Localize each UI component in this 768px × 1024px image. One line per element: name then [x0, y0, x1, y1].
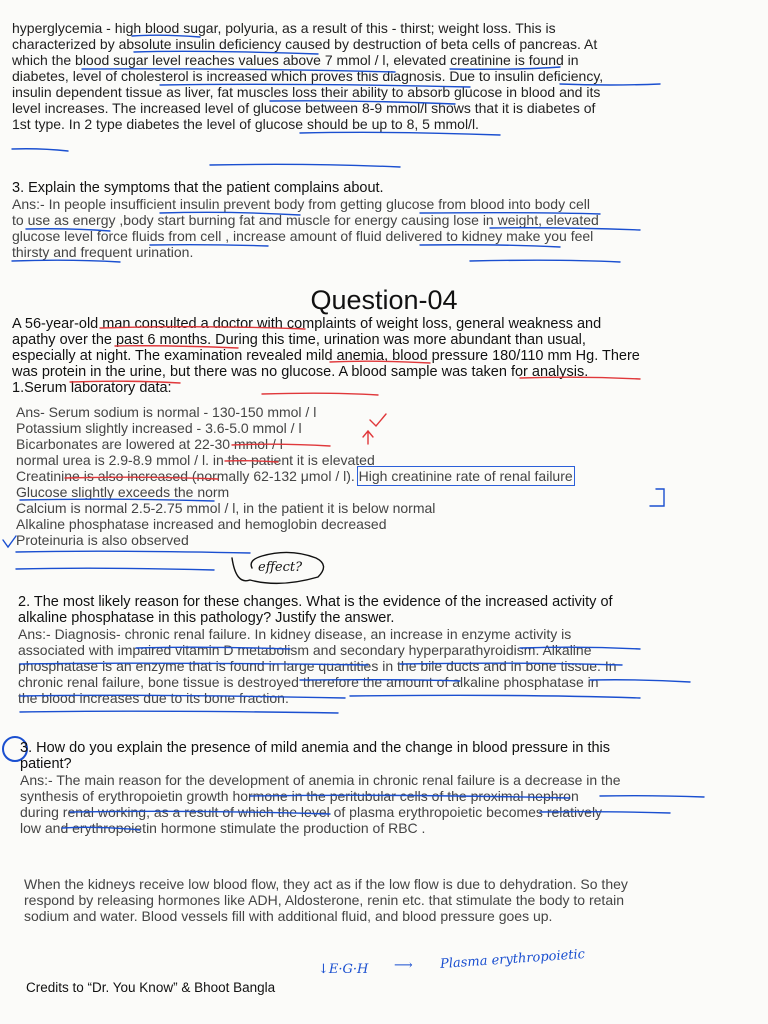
underline-mark [470, 260, 620, 262]
lab-line: Glucose slightly exceeds the norm [16, 484, 230, 500]
underline-mark [20, 711, 338, 713]
lab-line: Proteinuria is also observed [16, 532, 189, 548]
lab-data [16, 404, 716, 548]
case-description [12, 316, 712, 396]
text-line: characterized by absolute insulin deficiency caused by destruction of beta cells of pancreas. At [12, 36, 598, 52]
underline-mark [16, 568, 214, 570]
case-line: was protein in the urine, but there was no glucose. A blood sample was taken for analysis. [12, 364, 589, 380]
question-heading: patient? [20, 756, 72, 772]
lab-line: Calcium is normal 2.5-2.75 mmol / l, in the patient it is below normal [16, 500, 436, 516]
lab-line: Ans- Serum sodium is normal - 130-150 mmol / l [16, 404, 317, 420]
answer-line: thirsty and frequent urination. [12, 244, 194, 260]
handwritten-effect: effect? [258, 560, 303, 575]
handwritten-egh: ↓E·G·H [318, 962, 369, 977]
answer-line: Ans:- The main reason for the development of anemia in chronic renal failure is a decrease in the [20, 772, 621, 788]
lab-line: normal urea is 2.9-8.9 mmol / l. in the patient it is elevated [16, 452, 375, 468]
credits-line: Credits to “Dr. You Know” & Bhoot Bangla [26, 980, 276, 995]
q3a-section [12, 180, 712, 260]
underline-mark [12, 149, 68, 151]
answer-line: to use as energy ,body start burning fat and muscle for energy causing lose in weight, elevated [12, 212, 599, 228]
lab-line: Potassium slightly increased - 3.6-5.0 mmol / l [16, 420, 302, 436]
text-line: hyperglycemia - high blood sugar, polyuria, as a result of this - thirst; weight loss. This is [12, 20, 556, 36]
lab-line: Alkaline phosphatase increased and hemoglobin decreased [16, 516, 387, 532]
page-title: Question-04 [310, 285, 458, 315]
lab-line: Bicarbonates are lowered at 22-30 mmol / l [16, 436, 283, 452]
handwritten-plasma: Plasma erythropoietic [439, 946, 586, 973]
blood-pressure-paragraph [24, 876, 724, 924]
answer-line: chronic renal failure, bone tissue is destroyed therefore the amount of alkaline phosphatase in [18, 674, 599, 690]
text-line: diabetes, level of cholesterol is increased which proves this diagnosis. Due to insulin deficiency, [12, 68, 604, 84]
question-heading: alkaline phosphatase in this pathology? Justify the answer. [18, 610, 395, 626]
underline-mark [210, 164, 400, 167]
underline-mark [12, 260, 120, 262]
q3b-section [20, 740, 720, 836]
answer-line: Ans:- Diagnosis- chronic renal failure. In kidney disease, an increase in enzyme activity is [18, 626, 572, 642]
creatinine-text: Creatinine is also increased (normally 62-132 μmol / l). [16, 468, 355, 484]
answer-line: the blood increases due to its bone fraction. [18, 690, 289, 706]
answer-line: during renal working, as a result of which the level of plasma erythropoietic becomes relatively [20, 804, 603, 820]
answer-line: synthesis of erythropoietin growth hormone in the peritubular cells of the proximal nephron [20, 788, 579, 804]
text-line: respond by releasing hormones like ADH, Aldosterone, renin etc. that stimulate the body to retain [24, 892, 625, 908]
question-heading: 3. How do you explain the presence of mild anemia and the change in blood pressure in this [20, 740, 611, 756]
case-line: 1.Serum laboratory data: [12, 380, 172, 396]
case-line: A 56-year-old man consulted a doctor with complaints of weight loss, general weakness and [12, 316, 602, 332]
answer-line: Ans:- In people insufficient insulin prevent body from getting glucose from blood into body cell [12, 196, 590, 212]
checkmark-icon [3, 536, 16, 547]
underline-mark [16, 551, 250, 553]
answer-line: phosphatase is an enzyme that is found in large quantities in the bile ducts and in bone tissue. In [18, 658, 617, 674]
text-line: level increases. The increased level of glucose between 8-9 mmol/l shows that it is diabetes of [12, 100, 596, 116]
case-line: especially at night. The examination revealed mild anemia, blood pressure 180/110 mm Hg. There [12, 348, 640, 364]
text-line: insulin dependent tissue as liver, fat muscles loss their ability to absorb glucose in blood and its [12, 84, 601, 100]
text-line: 1st type. In 2 type diabetes the level of glucose should be up to 8, 5 mmol/l. [12, 116, 479, 132]
question-heading: 2. The most likely reason for these changes. What is the evidence of the increased activity of [18, 594, 613, 610]
lab-line [16, 468, 716, 484]
answer-line: glucose level force fluids from cell , increase amount of fluid delivered to kidney make you feel [12, 228, 594, 244]
text-line: When the kidneys receive low blood flow, they act as if the low flow is due to dehydration. So they [24, 876, 628, 892]
underline-mark [300, 132, 500, 135]
answer-line: low and erythropoietin hormone stimulate the production of RBC . [20, 820, 426, 836]
q2-section [18, 594, 718, 706]
creatinine-note: High creatinine rate of renal failure [358, 468, 573, 484]
text-line: sodium and water. Blood vessels fill with additional fluid, and blood pressure goes up. [24, 908, 553, 924]
answer-line: associated with impaired vitamin D metabolism and secondary hyperparathyroidism. Alkaline [18, 642, 592, 658]
case-line: apathy over the past 6 months. During this time, urination was more abundant than usual, [12, 332, 586, 348]
question-heading: 3. Explain the symptoms that the patient complains about. [12, 180, 384, 196]
text-line: which the blood sugar level reaches values above 7 mmol / l, elevated creatinine is found in [12, 52, 579, 68]
handwritten-arrow: ⟶ [394, 958, 413, 973]
top-paragraph [12, 20, 712, 132]
